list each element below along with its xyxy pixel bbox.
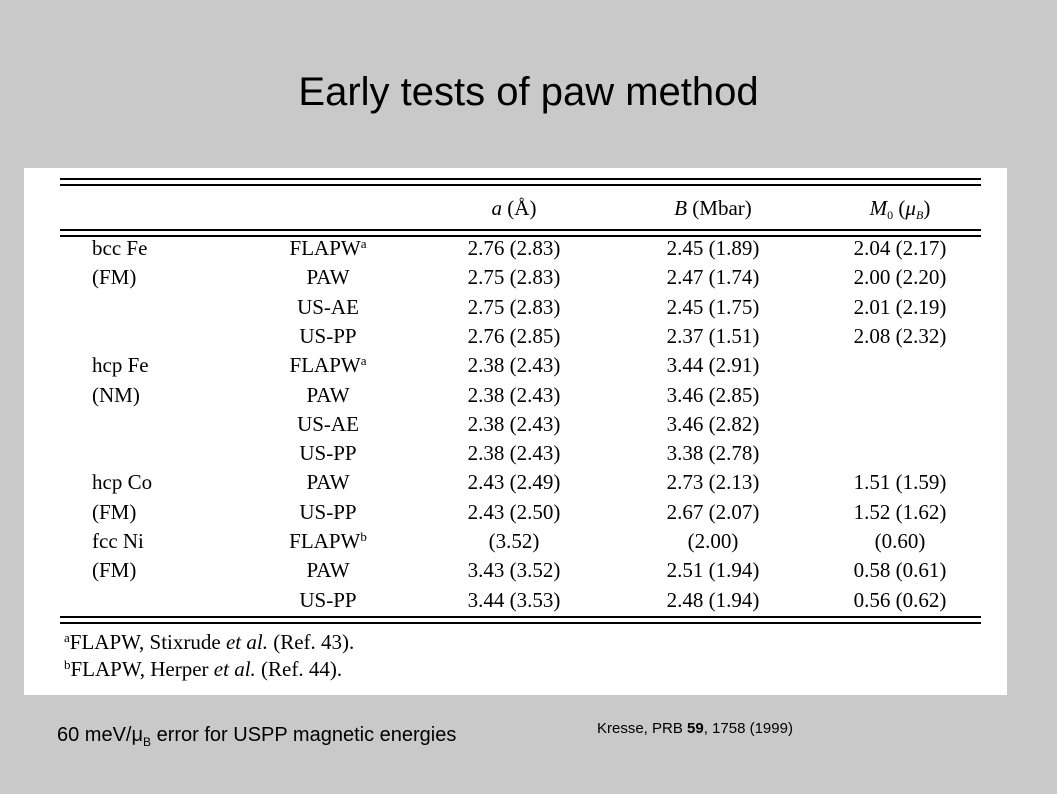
row-magnetic-moment: 2.01 (2.19) [853,295,947,319]
row-method: US-AE [297,412,359,436]
row-lattice-constant: 2.76 (2.83) [467,236,561,260]
row-lattice-constant: 2.43 (2.50) [467,500,561,524]
table-top-rule-2 [60,184,981,186]
row-method: PAW [306,470,350,494]
row-bulk-modulus: 2.51 (1.94) [666,558,760,582]
slide-title: Early tests of paw method [298,70,759,114]
table-bottom-rule [60,616,981,618]
method-footnote-mark: b [360,529,367,544]
header-bulk-modulus: B (Mbar) [674,196,752,220]
row-lattice-constant: 2.43 (2.49) [467,470,561,494]
row-bulk-modulus: (2.00) [687,529,739,553]
row-method: FLAPW$^a$ [289,353,367,377]
row-magnetic-moment: 1.51 (1.59) [853,470,947,494]
citation: Kresse, PRB 59, 1758 (1999) [597,720,793,737]
row-system: (NM) [92,383,140,407]
row-magnetic-moment: 0.56 (0.62) [853,588,947,612]
row-lattice-constant: 2.75 (2.83) [467,265,561,289]
row-bulk-modulus: 2.45 (1.75) [666,295,760,319]
row-magnetic-moment: (0.60) [874,529,926,553]
row-bulk-modulus: 3.46 (2.85) [666,383,760,407]
row-magnetic-moment: 2.08 (2.32) [853,324,947,348]
row-lattice-constant: 2.38 (2.43) [467,441,561,465]
row-magnetic-moment: 1.52 (1.62) [853,500,947,524]
table-top-rule [60,178,981,180]
row-magnetic-moment: 0.58 (0.61) [853,558,947,582]
row-bulk-modulus: 2.67 (2.07) [666,500,760,524]
header-lattice-constant: a (Å) [491,196,537,220]
row-method: US-PP [299,500,357,524]
row-system: (FM) [92,500,137,524]
row-bulk-modulus: 2.37 (1.51) [666,324,760,348]
header-rule [60,229,981,231]
row-bulk-modulus: 3.46 (2.82) [666,412,760,436]
row-method: US-PP [299,441,357,465]
row-lattice-constant: 2.38 (2.43) [467,412,561,436]
row-method: PAW [306,383,350,407]
row-bulk-modulus: 2.45 (1.89) [666,236,760,260]
row-bulk-modulus: 2.47 (1.74) [666,265,760,289]
row-lattice-constant: (3.52) [488,529,540,553]
row-system: hcp Co [92,470,153,494]
row-system: (FM) [92,558,137,582]
row-bulk-modulus: 2.48 (1.94) [666,588,760,612]
row-lattice-constant: 3.44 (3.53) [467,588,561,612]
row-method: US-AE [297,295,359,319]
table-bottom-rule-2 [60,622,981,624]
method-footnote-mark: a [360,236,367,251]
row-system: bcc Fe [92,236,148,260]
header-magnetic-moment: $M_0$ $(\mu_B)$ [869,196,931,222]
footnote: $^b$FLAPW, Herper et al. (Ref. 44). [64,657,343,681]
row-lattice-constant: 3.43 (3.52) [467,558,561,582]
row-bulk-modulus: 3.38 (2.78) [666,441,760,465]
results-table [24,168,1007,695]
row-magnetic-moment: 2.00 (2.20) [853,265,947,289]
row-lattice-constant: 2.75 (2.83) [467,295,561,319]
row-method: US-PP [299,324,357,348]
row-bulk-modulus: 2.73 (2.13) [666,470,760,494]
method-footnote-mark: a [360,353,367,368]
row-system: (FM) [92,265,137,289]
row-lattice-constant: 2.76 (2.85) [467,324,561,348]
row-method: PAW [306,558,350,582]
row-lattice-constant: 2.38 (2.43) [467,353,561,377]
error-note: 60 meV/$\mu_B$ error for USPP magnetic energies [57,724,457,749]
row-method: US-PP [299,588,357,612]
row-system: fcc Ni [92,529,144,553]
row-magnetic-moment: 2.04 (2.17) [853,236,947,260]
row-bulk-modulus: 3.44 (2.91) [666,353,760,377]
row-lattice-constant: 2.38 (2.43) [467,383,561,407]
row-method: PAW [306,265,350,289]
row-method: FLAPW$^b$ [289,529,367,553]
row-method: FLAPW$^a$ [289,236,367,260]
footnote: $^a$FLAPW, Stixrude et al. (Ref. 43). [64,630,355,654]
row-system: hcp Fe [92,353,149,377]
